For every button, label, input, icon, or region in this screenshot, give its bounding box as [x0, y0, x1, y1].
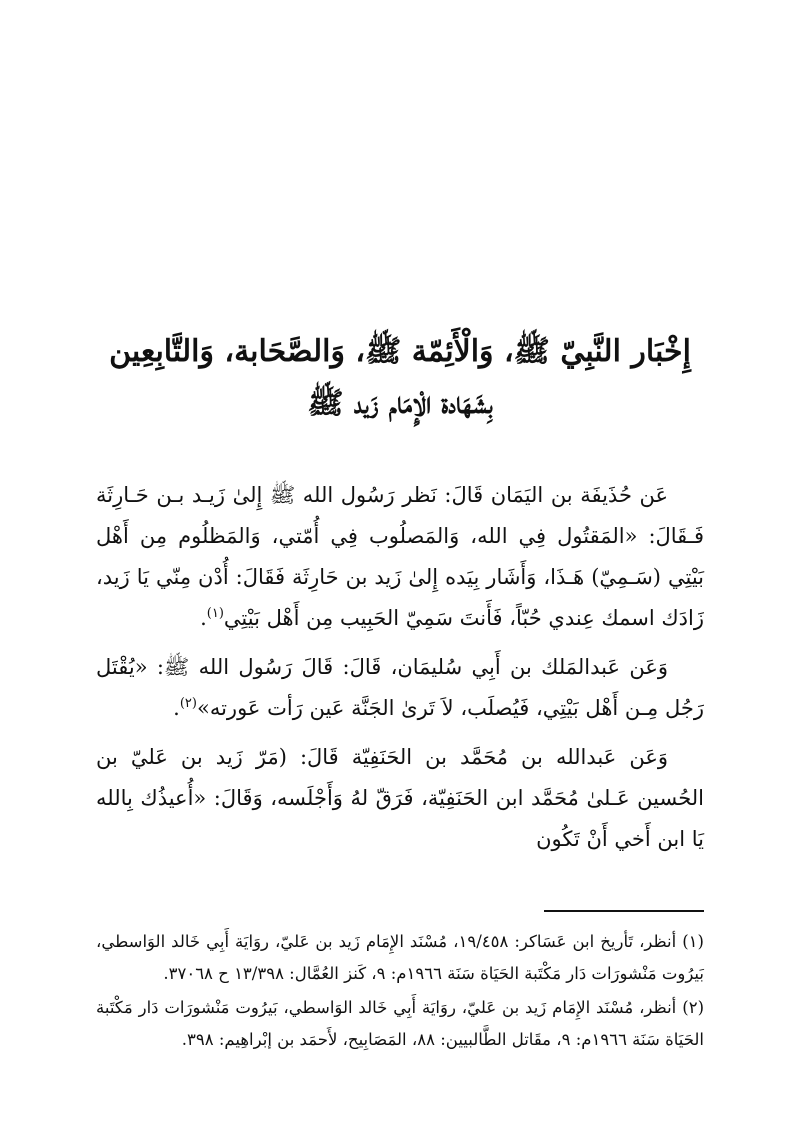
chapter-title	[90, 326, 710, 430]
paragraph-text: وَعَن عَبدالمَلك بن أَبِي سُليمَان، قَالَ: قَالَ رَسُول الله ﷺ: «يُقْتَل رَجُل مِـن أَهْل بَيْتِي، فَيُصلَب، لاَ تَرىٰ الجَنَّة عَين رَأت عَورته»	[96, 655, 704, 720]
footnote-divider	[544, 910, 704, 912]
body-text	[96, 475, 704, 868]
paragraph-text: وَعَن عَبدالله بن مُحَمَّد بن الحَنَفِيّة قَالَ: (مَرّ زَيد بن عَليّ بن الحُسين عَـلىٰ مُحَمَّد ابن الحَنَفِيّة، فَرَقّ لهُ وَأَجْلَسه، وَقَالَ: «أُعيذُك بِالله يَا ابن أَخي أَنْ تَكُون	[96, 745, 704, 851]
paragraph-tail: .	[200, 606, 207, 630]
footnote-reference: (٢)	[179, 696, 197, 711]
footnote-text: أنظر، تَأريخ ابن عَسَاكر: ١٩/٤٥٨، مُسْنَد الإِمَام زَيد بن عَليّ، روَايَة أَبِي خَالد الوَاسطي، بَيرُوت مَنْشورَات دَار مَكْتَبة الحَيَاة سَنَة ١٩٦٦م: ٩، كَنز العُمَّال: ١٣/٣٩٨ ح ٣٧٠٦٨.	[96, 932, 704, 983]
paragraph-tail: .	[173, 696, 180, 720]
footnote-reference: (١)	[206, 606, 224, 621]
footnote-number: (١)	[682, 932, 704, 951]
footnotes	[96, 926, 704, 1058]
footnote-number: (٢)	[682, 998, 704, 1017]
footnote-1	[96, 926, 704, 990]
footnote-text: أنظر، مُسْنَد الإِمَام زَيد بن عَليّ، روَايَة أَبِي خَالد الوَاسطي، بَيرُوت مَنْشورَات دَار مَكْتَبة الحَيَاة سَنَة ١٩٦٦م: ٩، مقَاتل الطَّالبيين: ٨٨، المَصَابِيح، لأَحمَد بن إبْراهِيم: ٣٩٨.	[96, 998, 704, 1049]
chapter-title-line-1: إِخْبَار النَّبِيّ ﷺ، وَالْأَئِمّة ﷺ، وَالصَّحَابة، وَالتَّابِعِين	[109, 334, 691, 369]
paragraph-text: عَن حُذَيفَة بن اليَمَان قَالَ: نَظر رَسُول الله ﷺ إِلىٰ زَيـد بـن حَـارِثَة فَـقَالَ: «المَقتُول فِي الله، وَالمَصلُوب فِي أُمّتي، وَالمَظلُوم مِن أَهْل بَيْتِي (سَـمِيّ) هَـذَا، وَأَشَار بِيَده إِلىٰ زَيد بن حَارِثَة فَقَالَ: أُدْن مِنّي يَا زَيد، زَادَك اسمك عِندي حُبّاً، فَأَنتَ سَمِيّ الحَبِيب مِن أَهْل بَيْتِي	[96, 483, 705, 630]
paragraph-3	[96, 737, 704, 860]
paragraph-2	[96, 647, 704, 729]
footnote-2	[96, 992, 704, 1056]
chapter-title-line-2: بِشَهَادة الْإِمَام زَيد ﷺ	[307, 386, 493, 421]
paragraph-1	[96, 475, 704, 639]
